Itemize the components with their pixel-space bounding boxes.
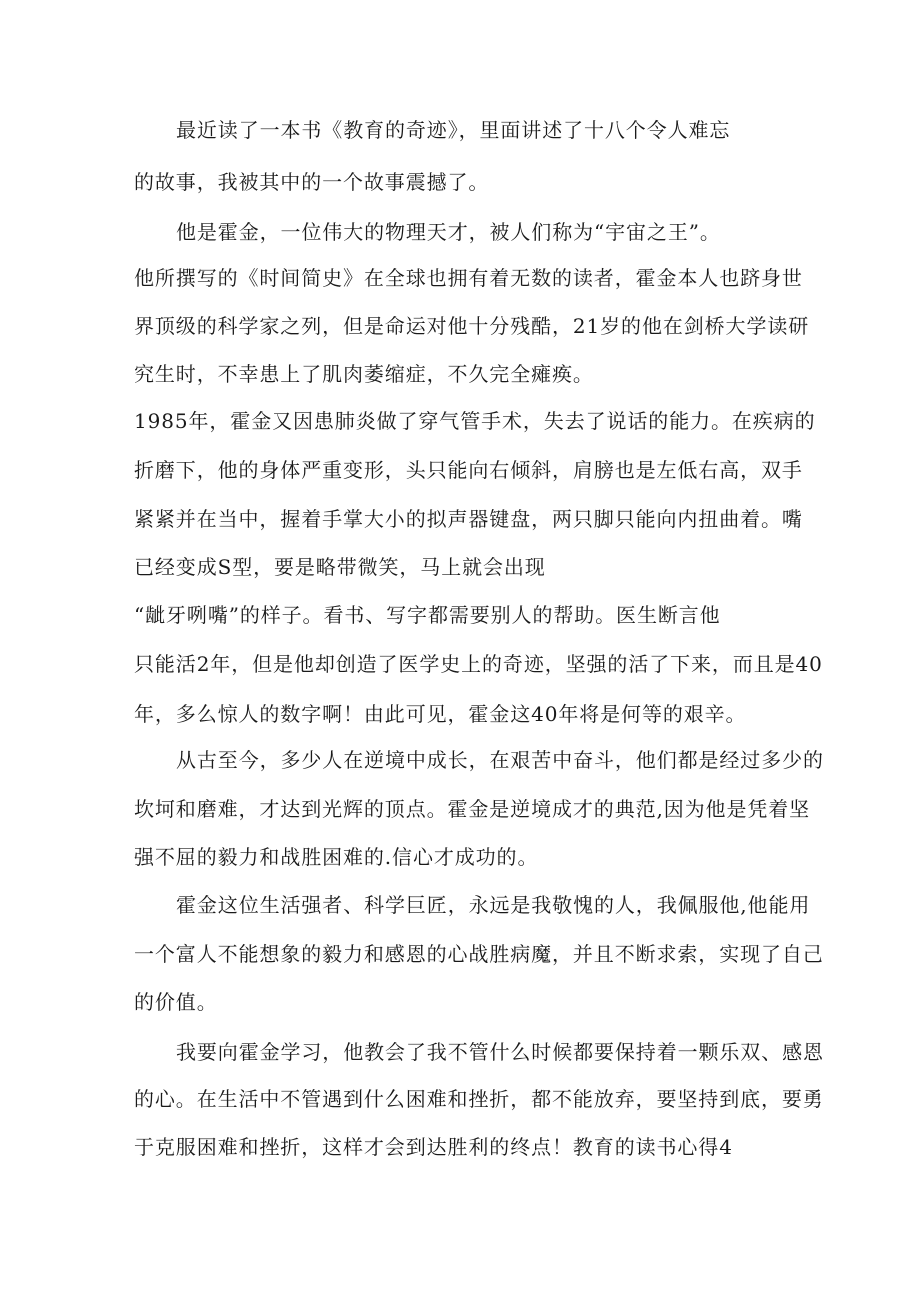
paragraph-4-line-1: 霍金这位生活强者、科学巨匠，永远是我敬愧的人，我佩服他,他能用: [176, 893, 811, 917]
paragraph-5-line-1: 我要向霍金学习，他教会了我不管什么时候都要保持着一颗乐双、感恩: [176, 1040, 824, 1064]
paragraph-1-line-2: 的故事，我被其中的一个故事震撼了。: [134, 170, 490, 194]
paragraph-3-line-3: 强不屈的毅力和战胜困难的.信心才成功的。: [134, 845, 539, 869]
paragraph-5-line-3: 于克服困难和挫折，这样才会到达胜利的终点！教育的读书心得4: [134, 1135, 733, 1159]
paragraph-4-line-2: 一个富人不能想象的毅力和感恩的心战胜病魔，并且不断求索，实现了自己: [134, 942, 824, 966]
paragraph-2-line-9: “龇牙咧嘴”的样子。看书、写字都需要别人的帮助。医生断言他: [134, 603, 721, 627]
paragraph-2-line-1: 他是霍金，一位伟大的物理天才，被人们称为“宇宙之王”。: [176, 220, 721, 244]
paragraph-2-line-7: 紧紧并在当中，握着手掌大小的拟声器键盘，两只脚只能向内扭曲着。嘴: [134, 507, 803, 531]
paragraph-3-line-1: 从古至今，多少人在逆境中成长，在艰苦中奋斗，他们都是经过多少的: [176, 748, 824, 772]
paragraph-2-line-10: 只能活2年，但是他却创造了医学史上的奇迹，坚强的活了下来，而且是40: [134, 652, 823, 676]
paragraph-2-line-8: 已经变成S型，要是略带微笑，马上就会出现: [134, 555, 546, 579]
paragraph-2-line-2: 他所撰写的《时间简史》在全球也拥有着无数的读者，霍金本人也跻身世: [134, 266, 803, 290]
paragraph-2-line-4: 究生时，不幸患上了肌肉萎缩症，不久完全瘫痪。: [134, 362, 594, 386]
paragraph-5-line-2: 的心。在生活中不管遇到什么困难和挫折，都不能放弃，要坚持到底，要勇: [134, 1087, 824, 1111]
paragraph-1-line-1: 最近读了一本书《教育的奇迹》，里面讲述了十八个令人难忘: [176, 118, 731, 142]
paragraph-2-line-3: 界顶级的科学家之列，但是命运对他十分残酷，21岁的他在剑桥大学读研: [134, 314, 810, 338]
paragraph-4-line-3: 的价值。: [134, 990, 218, 1014]
paragraph-2-line-11: 年，多么惊人的数字啊！由此可见，霍金这40年将是何等的艰辛。: [134, 702, 747, 726]
paragraph-2-line-6: 折磨下，他的身体严重变形，头只能向右倾斜，肩膀也是左低右高，双手: [134, 458, 803, 482]
paragraph-3-line-2: 坎坷和磨难，才达到光辉的顶点。霍金是逆境成才的典范,因为他是凭着坚: [134, 797, 811, 821]
paragraph-2-line-5: 1985年，霍金又因患肺炎做了穿气管手术，失去了说话的能力。在疾病的: [134, 409, 816, 433]
